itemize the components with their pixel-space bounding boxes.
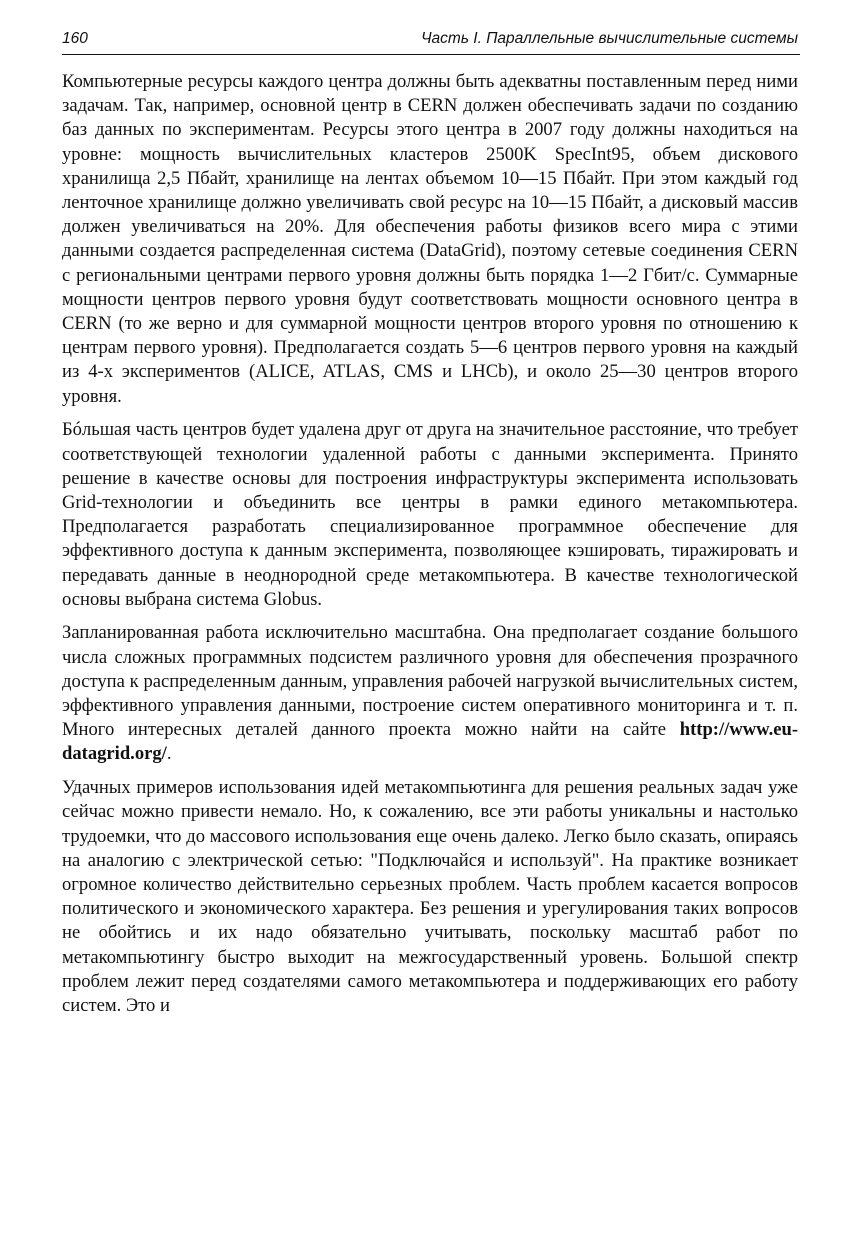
paragraph-3-tail: . — [166, 743, 172, 765]
datagrid-link[interactable]: http://www.eu-datagrid.org/ — [62, 719, 799, 765]
chapter-title: Часть I. Параллельные вычислительные системы — [421, 30, 798, 47]
paragraph-3 — [62, 621, 798, 766]
header-rule — [62, 54, 800, 55]
paragraph-2: Бóльшая часть центров будет удалена друг от друга на значительное расстояние, что требует соответствующей технологии удаленной работы с данными эксперимента. Принято решение в качестве основы для построения инфраструктуры эксперимента использовать Grid-технологии и объединить все центры в рамки единого метакомпьютера. Предполагается разработать специализированное программное обеспечение для эффективного доступа к данным эксперимента, позволяющее кэшировать, тиражировать и передавать данные в неоднородной среде метакомпьютера. В качестве технологической основы выбрана система Globus. — [62, 419, 798, 610]
paragraph-4: Удачных примеров использования идей метакомпьютинга для решения реальных задач уже сейчас можно привести немало. Но, к сожалению, все эти работы уникальны и настолько трудоемки, что до массового использования еще очень далеко. Легко было сказать, опираясь на аналогию с электрической сетью: "Подключайся и используй". На практике возникает огромное количество действительно серьезных проблем. Часть проблем касается вопросов политического и экономического характера. Без решения и урегулирования таких вопросов не обойтись и их надо обязательно учитывать, поскольку масштаб работ по метакомпьютингу быстро выходит на межгосударственный уровень. Большой спектр проблем лежит перед создателями самого метакомпьютера и поддерживающих его работу систем. Это и — [62, 777, 798, 1017]
page-number: 160 — [62, 30, 88, 47]
paragraph-3-text: Запланированная работа исключительно масштабна. Она предполагает создание большого числа сложных программных подсистем различного уровня для обеспечения прозрачного доступа к распределенным данным, управления рабочей нагрузкой вычислительных систем, эффективного управления данными, построение систем оперативного мониторинга и т. п. Много интересных деталей данного проекта можно найти на сайте — [62, 622, 798, 741]
paragraph-1: Компьютерные ресурсы каждого центра должны быть адекватны поставленным перед ними задачам. Так, например, основной центр в CERN должен обеспечивать задачи по созданию баз данных по экспериментам. Ресурсы этого центра в 2007 году должны находиться на уровне: мощность вычислительных кластеров 2500K SpecInt95, объем дискового хранилища 2,5 Пбайт, хранилище на лентах объемом 10—15 Пбайт. При этом каждый год ленточное хранилище должно увеличивать свой ресурс на 10—15 Пбайт, а дисковый массив должен увеличиваться на 20%. Для обеспечения работы физиков всего мира с этими данными создается распределенная система (DataGrid), поэтому сетевые соединения CERN с региональными центрами первого уровня должны быть порядка 1—2 Гбит/с. Суммарные мощности центров первого уровня будут соответствовать мощности основного центра в CERN (то же верно и для суммарной мощности центров второго уровня по отношению к центрам первого уровня). Предполагается создать 5—6 центров первого уровня на каждый из 4-х экспериментов (ALICE, ATLAS, CMS и LHCb), и около 25—30 центров второго уровня. — [62, 71, 798, 407]
running-head — [62, 30, 798, 56]
body-text — [62, 70, 798, 1028]
